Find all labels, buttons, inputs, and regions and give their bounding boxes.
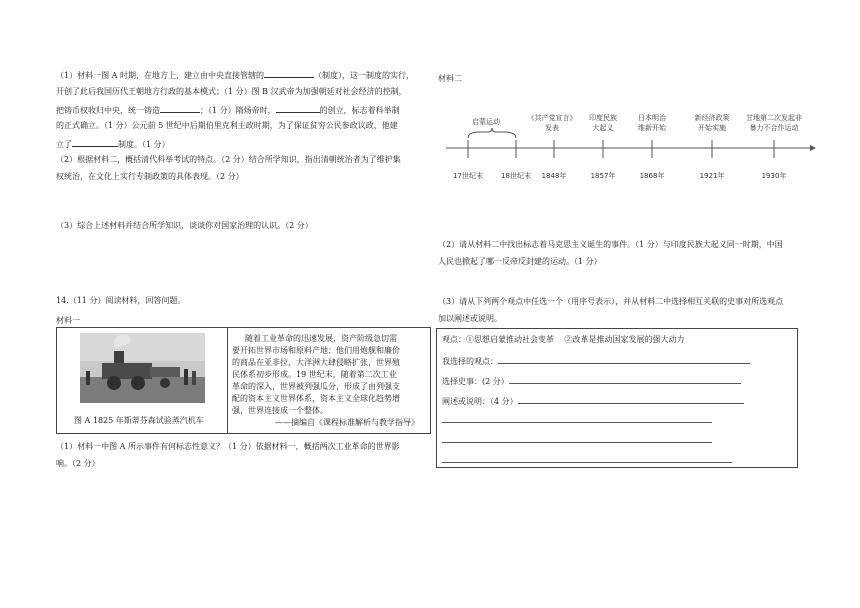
text-line: 革命的深入，世界被列强瓜分，形成了由列强支 <box>232 382 400 391</box>
event-label: 甘地第二次发起非暴力不合作运动 <box>746 114 802 132</box>
viewpoints: 观点：①思想启蒙推动社会变革 ②改革是推动国家发展的强大动力 <box>442 335 685 344</box>
explain-row: 阐述或说明：（4 分） <box>442 394 744 407</box>
answer-blank[interactable] <box>72 137 118 147</box>
bracket-label: 启蒙运动 <box>472 118 500 126</box>
tick-label: 1857年 <box>590 172 616 180</box>
material2-label: 材料二 <box>438 74 462 83</box>
material1-source: ——摘编自《课程标准解析与教学指导》 <box>275 418 419 427</box>
material1-label: 材料一 <box>56 316 80 325</box>
q13-part2-line2: 权统治，在文化上实行专制政策的具体表现。（2 分） <box>56 172 244 181</box>
event-answer-line[interactable] <box>509 374 741 384</box>
tick-label: 1921年 <box>699 172 725 180</box>
answer-blank[interactable] <box>160 103 200 113</box>
tick-label: 17世纪末 <box>453 172 483 180</box>
answer-line[interactable] <box>442 462 732 463</box>
tick-label: 1848年 <box>541 172 567 180</box>
history-timeline <box>440 108 820 188</box>
q14-title: 14.（11 分）阅读材料，回答问题。 <box>56 296 186 305</box>
choice-answer-line[interactable] <box>498 354 750 364</box>
text-line: 配的资本主义世界体系，资本主义全球化趋势增 <box>232 394 400 403</box>
choice-row: 我选择的观点： <box>442 354 750 367</box>
event-label: 新经济政策开始实施 <box>694 114 730 132</box>
tick-label: 1868年 <box>639 172 665 180</box>
q3-line1: （3）请从下列两个观点中任选一个（用序号表示），并从材料二中选择相互关联的史事对所选观点 <box>438 297 784 306</box>
steam-locomotive-image <box>80 333 205 403</box>
q13-part3: （3）综合上述材料并结合所学知识，谈谈你对国家治理的认识。（2 分） <box>56 221 313 230</box>
q14-sub1-line1: （1）材料一中图 A 所示事件有何标志性意义？（1 分）依据材料一，概括两次工业革命的世界影 <box>56 442 400 451</box>
material1-divider <box>227 327 228 433</box>
enlightenment-bracket <box>468 128 516 138</box>
q2-line1: （2）请从材料二中找出标志着马克思主义诞生的事件。（1 分）与印度民族大起义同一时期，中国 <box>438 240 783 249</box>
image-caption: 图 A 1825 年斯蒂芬森试验蒸汽机车 <box>74 416 204 425</box>
explain-answer-line[interactable] <box>518 394 744 404</box>
q13-part1-line4: 的正式确立。（1 分）公元前 5 世纪中后期伯里克利主政时期，为了保证贫穷公民参政议政，他建 <box>56 121 398 130</box>
text-line: 随着工业革命的迅速发展，资产阶级急切需 <box>245 334 397 343</box>
answer-blank[interactable] <box>264 68 314 78</box>
material1-text <box>232 333 400 417</box>
answer-line[interactable] <box>442 422 712 423</box>
q2-line2: 人民也掀起了哪一反帝反封建的运动。（1 分） <box>438 257 602 266</box>
tick-label: 18世纪末 <box>501 172 531 180</box>
text-line: 要开拓世界市场和原料产地；他们用炮舰和廉价 <box>232 346 400 355</box>
event-row: 选择史事：(2 分） <box>442 374 741 387</box>
q13-part1-line3: 把铸币权收归中央，统一铸造 ；（1 分）隋炀帝时， 的创立，标志着科举制 <box>56 103 400 116</box>
q3-line2: 加以阐述或说明。 <box>438 314 502 323</box>
event-label: 日本明治维新开始 <box>638 114 666 132</box>
answer-line[interactable] <box>442 442 712 443</box>
event-label: 《共产党宣言》发表 <box>527 114 577 132</box>
text-line: 的商品在亚非拉、大洋洲大肆侵略扩张，世界殖 <box>232 358 400 367</box>
tick-label: 1930年 <box>761 172 787 180</box>
text-line: 民体系初步形成。19 世纪末，随着第二次工业 <box>232 370 397 379</box>
q13-part2-line1: （2）根据材料二，概括清代科举考试的特点。（2 分）结合所学知识，指出清朝统治者为了维护集 <box>56 155 401 164</box>
text-line: 强，世界连接成一个整体。 <box>232 406 328 415</box>
answer-blank[interactable] <box>276 103 320 113</box>
q14-sub1-line2: 响。（2 分） <box>56 459 100 468</box>
q13-part1-line1: （1）材料一图 A 时期，在地方上，建立由中央直接管辖的 （制度），这一制度的实行， <box>56 68 414 81</box>
q13-part1-line2: 开创了此后我国历代王朝地方行政的基本模式；（1 分）图 B 汉武帝为加强朝廷对社会经济的控制， <box>56 87 407 96</box>
event-label: 印度民族大起义 <box>589 114 617 132</box>
q13-part1-line5: 立了 制度。（1 分） <box>56 137 170 150</box>
